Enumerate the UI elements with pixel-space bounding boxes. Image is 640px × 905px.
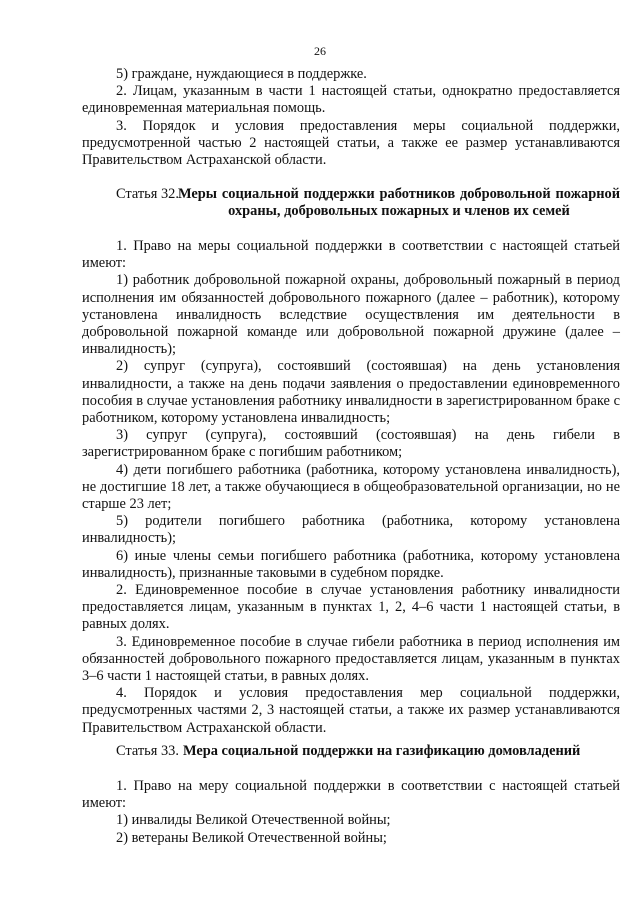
article-32-heading (82, 186, 620, 220)
page-number: 26 (314, 44, 326, 58)
article-33-body (82, 778, 620, 847)
continuation-section (82, 66, 620, 169)
paragraph: 6) иные члены семьи погибшего работника (работника, которому установлена инвалидность), признанные таковыми в судебном порядке. (82, 547, 620, 581)
article-33-heading (82, 743, 620, 760)
article-32-body (82, 238, 620, 737)
article-label: Статья 33. (116, 743, 179, 759)
paragraph: 3. Единовременное пособие в случае гибели работника в период исполнения им обязанностей добровольного пожарного предоставляется лицам, указанным в пунктах 3–6 части 1 настоящей статьи, в равных долях. (82, 633, 620, 685)
paragraph: 5) родители погибшего работника (работника, которому установлена инвалидность); (82, 513, 620, 547)
article-title: Меры социальной поддержки работников добровольной пожарной охраны, добровольных пожарных и членов их семей (178, 186, 620, 220)
paragraph: 2. Лицам, указанным в части 1 настоящей статьи, однократно предоставляется единовременная материальная помощь. (82, 83, 620, 117)
article-title: Мера социальной поддержки на газификацию домовладений (182, 743, 581, 759)
article-label: Статья 32. (116, 186, 179, 202)
list-item: 2) ветераны Великой Отечественной войны; (116, 829, 387, 846)
paragraph: 3) супруг (супруга), состоявший (состоявшая) на день гибели в зарегистрированном браке с погибшим работником; (82, 427, 620, 461)
paragraph: 2) супруг (супруга), состоявший (состоявшая) на день установления инвалидности, а также на день подачи заявления о предоставлении единовременного пособия в случае установления работнику инвалидности в зарегистрированном браке с работником, которому установлена инвалидность; (82, 358, 620, 427)
paragraph: 2. Единовременное пособие в случае установления работнику инвалидности предоставляется лицам, указанным в пунктах 1, 2, 4–6 части 1 настоящей статьи, в равных долях. (82, 582, 620, 633)
paragraph: 3. Порядок и условия предоставления меры социальной поддержки, предусмотренной частью 2 настоящей статьи, а также ее размер устанавливаются Правительством Астраханской области. (82, 117, 620, 169)
list-item: 1) инвалиды Великой Отечественной войны; (116, 812, 391, 829)
paragraph: 4) дети погибшего работника (работника, которому установлена инвалидность), не достигшие 18 лет, а также обучающиеся в общеобразовательной организации, но не старше 23 лет; (82, 461, 620, 513)
paragraph: 1. Право на меры социальной поддержки в соответствии с настоящей статьей имеют: (82, 238, 620, 272)
paragraph: 5) граждане, нуждающиеся в поддержке. (116, 66, 367, 82)
paragraph: 1) работник добровольной пожарной охраны, добровольный пожарный в период исполнения им обязанностей добровольного пожарного (далее – работник), которому установлена инвалидность вследствие осуществления им деятельности в добровольной пожарной команде или добровольной пожарной дружине (далее – инвалидность); (82, 272, 620, 358)
paragraph: 1. Право на меру социальной поддержки в соответствии с настоящей статьей имеют: (82, 778, 620, 812)
paragraph: 4. Порядок и условия предоставления мер социальной поддержки, предусмотренных частями 2, 3 настоящей статьи, а также их размер устанавливаются Правительством Астраханской области. (82, 685, 620, 736)
